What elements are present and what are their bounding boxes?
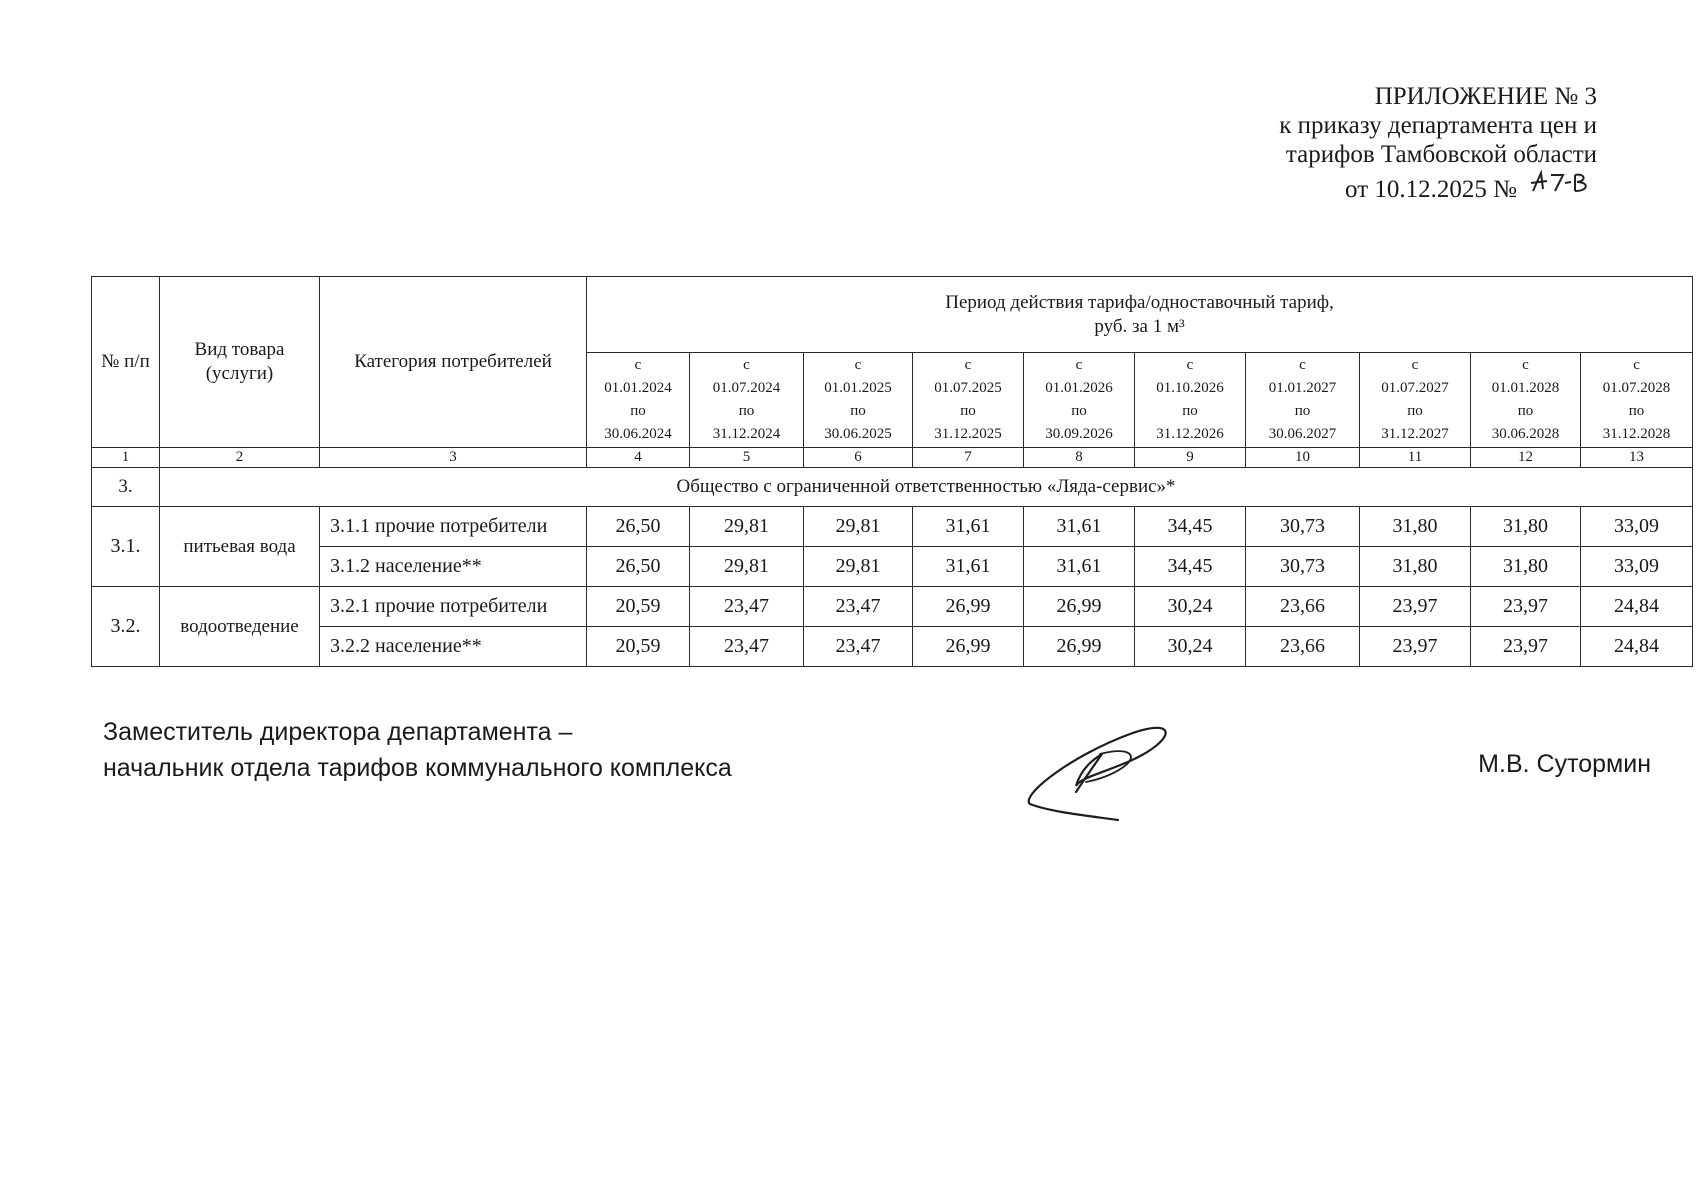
tariff-value: 23,97 [1471, 587, 1581, 627]
period-from-word: с [1522, 357, 1529, 373]
column-number-4: 4 [587, 448, 690, 468]
tariff-value: 26,99 [913, 627, 1024, 667]
tariff-value: 31,61 [913, 547, 1024, 587]
position-line2: начальник отдела тарифов коммунального комплекса [103, 754, 732, 782]
period-to-word: по [1517, 403, 1534, 419]
period-from: 01.07.2025 [934, 380, 1002, 396]
organization-name: Общество с ограниченной ответственностью «Ляда-сервис»* [160, 468, 1693, 507]
header-good: Вид товара (услуги) [160, 277, 320, 448]
period-from: 01.01.2024 [604, 380, 672, 396]
period-from: 01.01.2028 [1491, 380, 1560, 396]
period-header-5 [1024, 353, 1135, 448]
tariff-value: 31,61 [913, 507, 1024, 547]
tariff-value: 23,47 [690, 587, 804, 627]
period-to-word: по [1294, 403, 1311, 419]
table-row [92, 587, 1693, 627]
order-date: от 10.12.2025 № [1345, 176, 1517, 203]
tariff-value: 23,66 [1246, 627, 1360, 667]
period-title-line2: руб. за 1 м³ [1094, 315, 1185, 337]
tariff-value: 31,80 [1471, 547, 1581, 587]
tariff-value: 23,97 [1471, 627, 1581, 667]
period-header-2 [690, 353, 804, 448]
tariff-value: 29,81 [690, 507, 804, 547]
tariff-value: 30,73 [1246, 507, 1360, 547]
period-header-3 [804, 353, 913, 448]
period-from-word: с [1186, 357, 1194, 373]
table-row [92, 627, 1693, 667]
tariff-value: 34,45 [1135, 507, 1246, 547]
period-from: 01.10.2026 [1156, 380, 1224, 396]
organization-num: 3. [92, 468, 160, 507]
approval-header [1279, 82, 1597, 204]
period-header-8 [1360, 353, 1471, 448]
period-to-word: по [1071, 403, 1087, 419]
column-number-9: 9 [1135, 448, 1246, 468]
period-from: 01.01.2025 [824, 380, 892, 396]
group-good: водоотведение [160, 587, 320, 667]
tariff-value: 23,97 [1360, 627, 1471, 667]
period-to: 30.06.2024 [604, 426, 672, 442]
tariff-value: 34,45 [1135, 547, 1246, 587]
period-from-word: с [854, 357, 862, 373]
tariff-value: 23,47 [690, 627, 804, 667]
period-to: 31.12.2024 [712, 426, 781, 442]
tariff-value: 24,84 [1581, 587, 1693, 627]
appendix-subtitle-line2: тарифов Тамбовской области [1285, 141, 1597, 168]
period-header-7 [1246, 353, 1360, 448]
period-to-word: по [738, 403, 755, 419]
header-category: Категория потребителей [320, 277, 587, 448]
tariff-value: 31,61 [1024, 547, 1135, 587]
column-number-10: 10 [1246, 448, 1360, 468]
tariff-value: 31,80 [1471, 507, 1581, 547]
period-from-word: с [1075, 357, 1083, 373]
period-to-word: по [1628, 403, 1645, 419]
period-header-9 [1471, 353, 1581, 448]
period-header-4 [913, 353, 1024, 448]
column-number-13: 13 [1581, 448, 1693, 468]
tariff-value: 20,59 [587, 587, 690, 627]
period-to-word: по [1182, 403, 1198, 419]
period-to: 30.06.2027 [1268, 426, 1337, 442]
period-to: 30.06.2028 [1491, 426, 1560, 442]
handwritten-order-number [1527, 169, 1597, 197]
column-number-3: 3 [320, 448, 587, 468]
tariff-value: 23,47 [804, 627, 913, 667]
tariff-value: 31,80 [1360, 507, 1471, 547]
period-header-1 [587, 353, 690, 448]
period-from-word: с [1299, 357, 1306, 373]
column-number-12: 12 [1471, 448, 1581, 468]
tariff-value: 30,73 [1246, 547, 1360, 587]
consumer-category: 3.2.1 прочие потребители [320, 587, 587, 627]
column-number-5: 5 [690, 448, 804, 468]
period-to-word: по [960, 403, 976, 419]
organization-row [92, 468, 1693, 507]
tariff-value: 23,47 [804, 587, 913, 627]
header-num: № п/п [92, 277, 160, 448]
signatory-name: М.В. Сутормин [1478, 750, 1651, 778]
tariff-value: 26,50 [587, 547, 690, 587]
period-from: 01.07.2028 [1602, 380, 1671, 396]
handwritten-signature [1010, 716, 1190, 826]
period-to: 30.06.2025 [824, 426, 892, 442]
header-period-title [587, 277, 1693, 353]
consumer-category: 3.1.1 прочие потребители [320, 507, 587, 547]
period-from: 01.07.2024 [712, 380, 781, 396]
tariff-value: 29,81 [804, 507, 913, 547]
tariff-value: 30,24 [1135, 627, 1246, 667]
period-from-word: с [964, 357, 972, 373]
tariff-value: 30,24 [1135, 587, 1246, 627]
appendix-subtitle-line1: к приказу департамента цен и [1279, 112, 1597, 139]
tariff-table [91, 276, 1693, 667]
period-title-line1: Период действия тарифа/одноставочный тариф, [945, 291, 1334, 313]
period-to: 30.09.2026 [1045, 426, 1113, 442]
period-to: 31.12.2026 [1156, 426, 1224, 442]
tariff-value: 31,80 [1360, 547, 1471, 587]
tariff-value: 31,61 [1024, 507, 1135, 547]
period-to: 31.12.2028 [1602, 426, 1671, 442]
group-num: 3.1. [92, 507, 160, 587]
column-number-8: 8 [1024, 448, 1135, 468]
period-from: 01.01.2026 [1045, 380, 1113, 396]
period-to-word: по [1407, 403, 1423, 419]
period-from: 01.01.2027 [1268, 380, 1337, 396]
period-from-word: с [743, 357, 750, 373]
period-header-6 [1135, 353, 1246, 448]
consumer-category: 3.2.2 население** [320, 627, 587, 667]
tariff-value: 33,09 [1581, 547, 1693, 587]
period-from-word: с [1411, 357, 1419, 373]
position-line1: Заместитель директора департамента – [103, 718, 573, 746]
period-from-word: с [634, 357, 642, 373]
period-to-word: по [850, 403, 866, 419]
tariff-value: 20,59 [587, 627, 690, 667]
column-number-11: 11 [1360, 448, 1471, 468]
consumer-category: 3.1.2 население** [320, 547, 587, 587]
tariff-value: 29,81 [804, 547, 913, 587]
column-number-1: 1 [92, 448, 160, 468]
period-to-word: по [630, 403, 646, 419]
period-from: 01.07.2027 [1381, 380, 1449, 396]
period-to: 31.12.2025 [934, 426, 1002, 442]
table-row [92, 507, 1693, 547]
tariff-value: 26,99 [1024, 587, 1135, 627]
header-row-main [92, 277, 1693, 353]
column-number-2: 2 [160, 448, 320, 468]
tariff-value: 24,84 [1581, 627, 1693, 667]
column-number-row [92, 448, 1693, 468]
order-date-line [1279, 169, 1597, 204]
tariff-value: 26,99 [1024, 627, 1135, 667]
tariff-value: 23,66 [1246, 587, 1360, 627]
tariff-value: 23,97 [1360, 587, 1471, 627]
period-from-word: с [1633, 357, 1640, 373]
appendix-title: ПРИЛОЖЕНИЕ № 3 [1374, 83, 1597, 110]
tariff-value: 26,50 [587, 507, 690, 547]
tariff-value: 26,99 [913, 587, 1024, 627]
group-num: 3.2. [92, 587, 160, 667]
table-row [92, 547, 1693, 587]
column-number-7: 7 [913, 448, 1024, 468]
signatory-position [103, 714, 732, 786]
period-to: 31.12.2027 [1381, 426, 1449, 442]
period-header-10 [1581, 353, 1693, 448]
tariff-value: 29,81 [690, 547, 804, 587]
column-number-6: 6 [804, 448, 913, 468]
group-good: питьевая вода [160, 507, 320, 587]
tariff-value: 33,09 [1581, 507, 1693, 547]
